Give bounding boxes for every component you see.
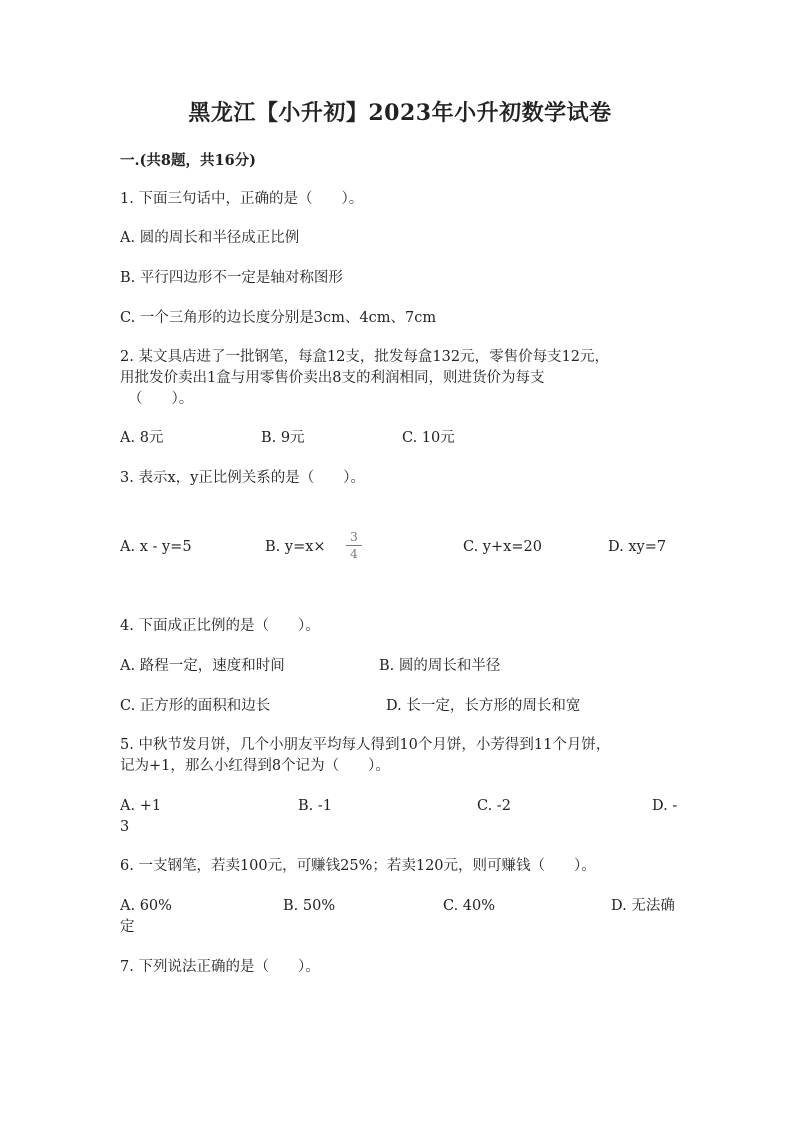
q1-option-c: C. 一个三角形的边长度分别是3cm、4cm、7cm (120, 310, 437, 326)
q2-stem-line1: 2. 某文具店进了一批钢笔，每盒12支，批发每盒132元，零售价每支12元， (120, 349, 610, 365)
q1-option-b: B. 平行四边形不一定是轴对称图形 (120, 270, 343, 286)
q5-option-a: A. +1 (120, 798, 162, 814)
q5-stem-line2: 记为+1，那么小红得到8个记为（ ）。 (120, 758, 390, 774)
q2-option-c: C. 10元 (402, 430, 455, 446)
q1-option-a: A. 圆的周长和半径成正比例 (120, 230, 300, 246)
q6-option-d: D. 无法确 (611, 898, 675, 914)
q6-option-b: B. 50% (283, 898, 336, 914)
q5-option-d-wrap: 3 (120, 819, 130, 835)
q1-stem: 1. 下面三句话中，正确的是（ ）。 (120, 191, 364, 207)
q3-option-d: D. xy=7 (608, 539, 667, 555)
q4-option-d: D. 长一定，长方形的周长和宽 (386, 698, 581, 714)
q6-option-c: C. 40% (443, 898, 496, 914)
page-title: 黑龙江【小升初】2023年小升初数学试卷 (188, 100, 612, 126)
q5-option-b: B. -1 (298, 798, 332, 814)
section-heading: 一.(共8题，共16分) (120, 152, 257, 169)
q3-option-c: C. y+x=20 (463, 539, 542, 555)
q6-stem: 6. 一支钢笔，若卖100元，可赚钱25%；若卖120元，则可赚钱（ ）。 (120, 858, 596, 874)
q6-option-d-wrap: 定 (120, 919, 135, 935)
q2-option-b: B. 9元 (261, 430, 305, 446)
q5-stem-line1: 5. 中秋节发月饼，几个小朋友平均每人得到10个月饼，小芳得到11个月饼， (120, 737, 611, 753)
q4-option-c: C. 正方形的面积和边长 (120, 698, 271, 714)
q5-option-c: C. -2 (477, 798, 511, 814)
q6-option-a: A. 60% (120, 898, 172, 914)
q5-option-d: D. - (652, 798, 678, 814)
q3-option-b: B. y=x× (265, 539, 326, 555)
q2-stem-line3: （ ）。 (128, 391, 194, 407)
q4-stem: 4. 下面成正比例的是（ ）。 (120, 618, 320, 634)
q3-option-b-fraction (346, 530, 362, 561)
q4-option-a: A. 路程一定，速度和时间 (120, 658, 285, 674)
q3-option-a: A. x - y=5 (120, 539, 192, 555)
q2-option-a: A. 8元 (120, 430, 164, 446)
q3-stem: 3. 表示x，y正比例关系的是（ ）。 (120, 470, 366, 486)
fraction-numerator: 3 (350, 530, 358, 544)
q4-option-b: B. 圆的周长和半径 (379, 658, 501, 674)
q2-stem-line2: 用批发价卖出1盒与用零售价卖出8支的利润相同，则进货价为每支 (120, 370, 545, 386)
fraction-bar (346, 545, 362, 546)
q7-stem: 7. 下列说法正确的是（ ）。 (120, 959, 320, 975)
fraction-denominator: 4 (350, 547, 358, 561)
